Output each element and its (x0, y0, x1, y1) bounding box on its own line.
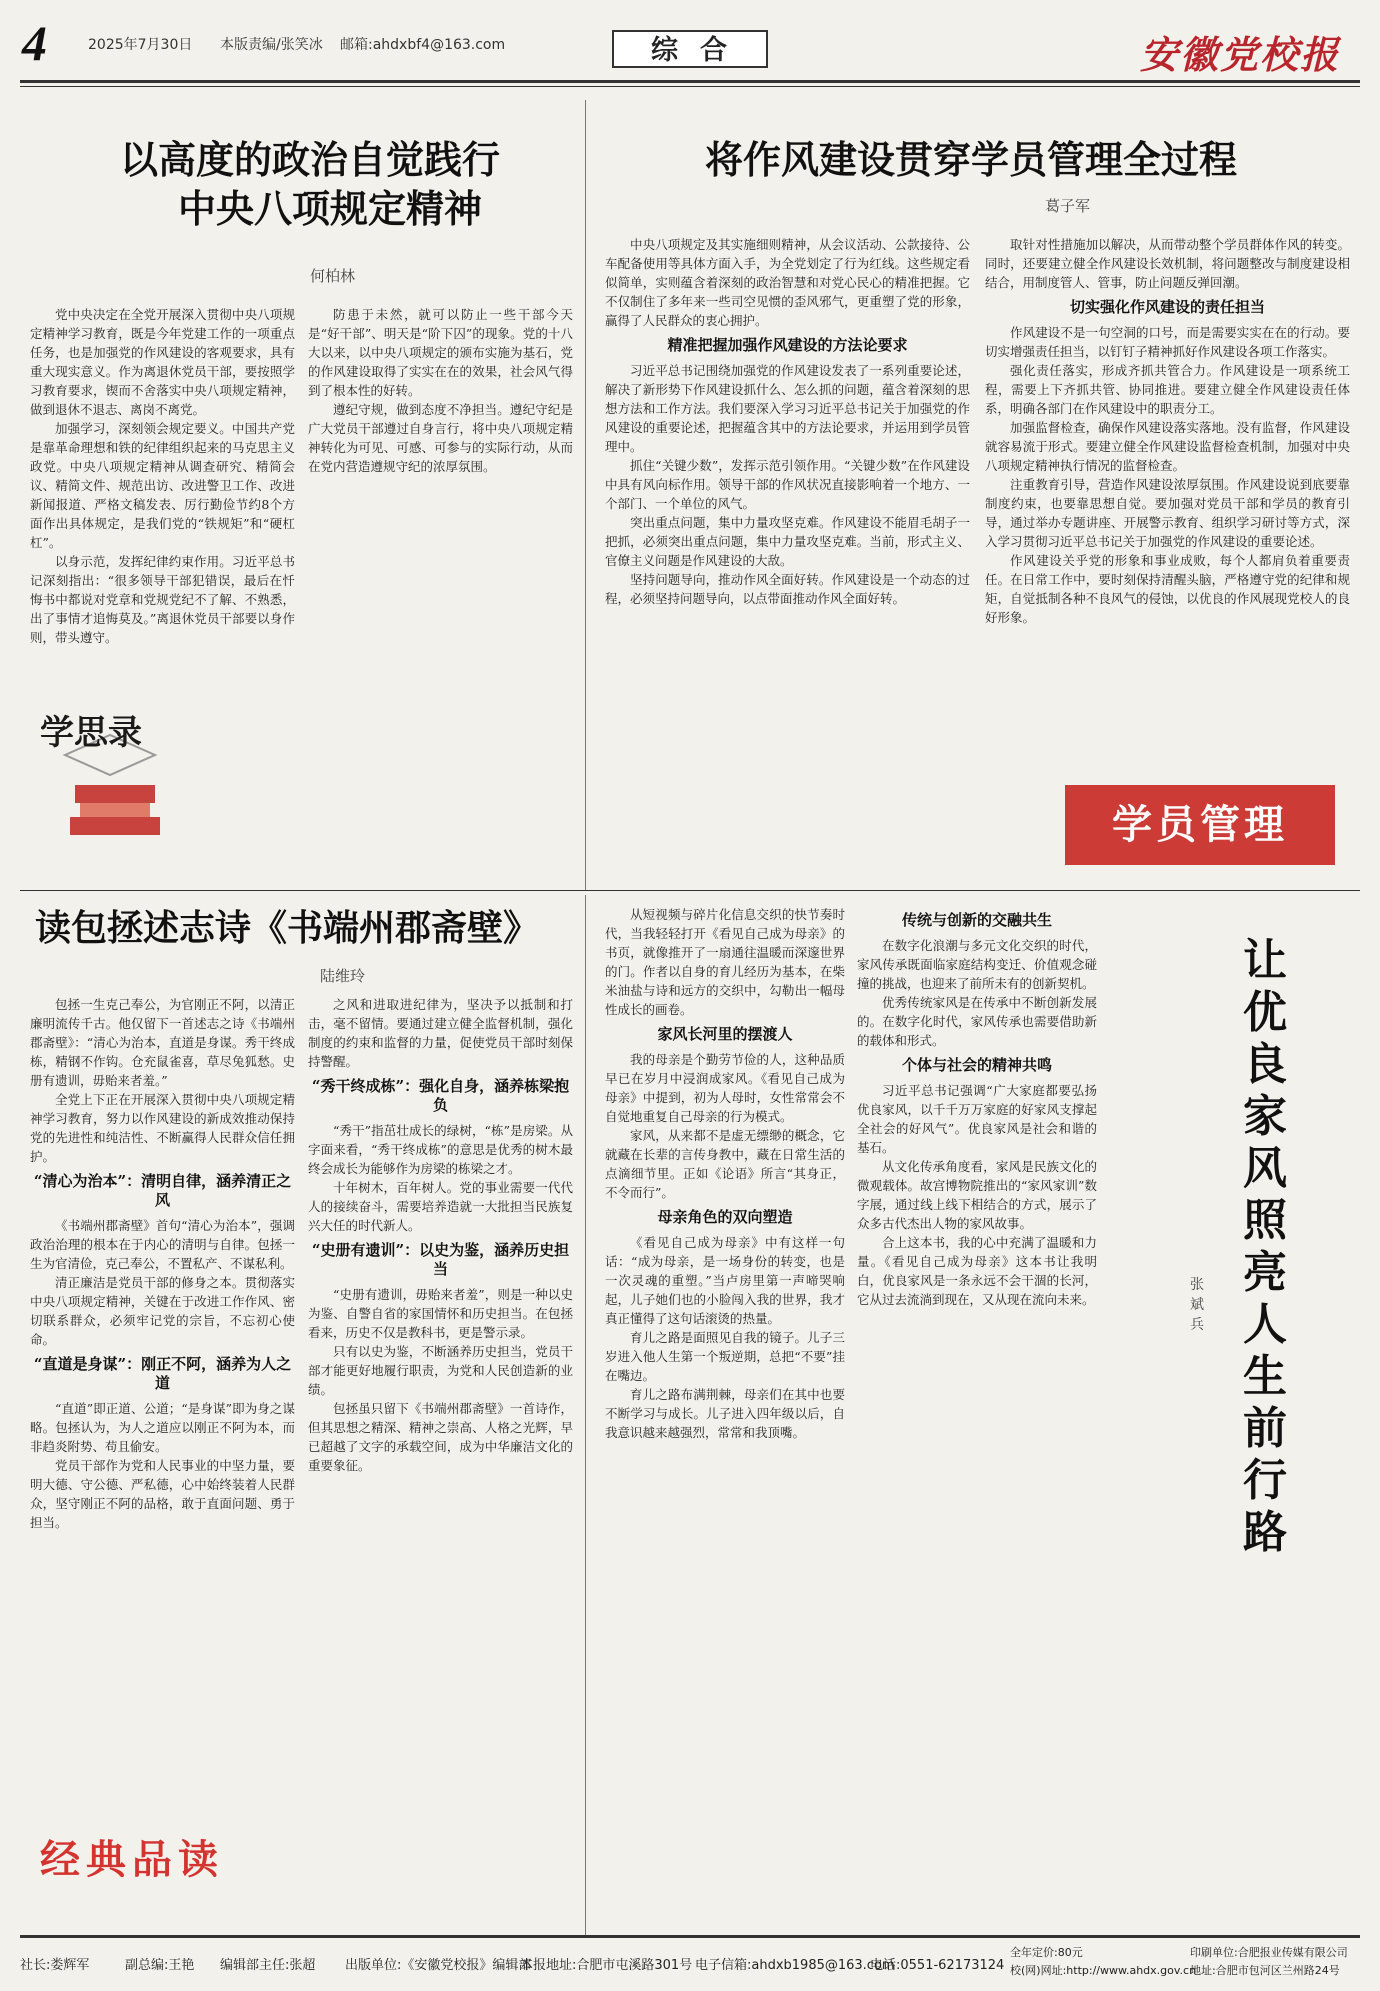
article-family-tradition (595, 895, 1360, 1935)
paragraph: 习近平总书记围绕加强党的作风建设发表了一系列重要论述，解决了新形势下作风建设抓什么、怎么抓的问题，蕴含着深刻的思想方法和工作方法。我们要深入学习习近平总书记关于加强党的作风建设的重要论述，把握蕴含其中的方法论要求，并运用到学员管理中。 (605, 363, 970, 454)
paragraph: 从短视频与碎片化信息交织的快节奏时代，当我轻轻打开《看见自己成为母亲》的书页，就像推开了一扇通往温暖而深邃世界的门。作者以自身的育儿经历为基本，在柴米油盐与诗和远方的交织中，勾勒出一幅母性成长的画卷。 (605, 907, 845, 1017)
page-footer (0, 1940, 1380, 1991)
paragraph: 强化责任落实，形成齐抓共管合力。作风建设是一项系统工程，需要上下齐抓共管、协同推进。要建立健全作风建设责任体系，明确各部门在作风建设中的职责分工。 (985, 363, 1350, 416)
article-title (100, 135, 520, 234)
paragraph: 只有以史为鉴，不断涵养历史担当，党员干部才能更好地履行职责，为党和人民创造新的业绩。 (308, 1344, 573, 1397)
paragraph: 合上这本书，我的心中充满了温暖和力量。《看见自己成为母亲》这本书让我明白，优良家风是一条永远不会干涸的长河，它从过去流淌到现在，又从现在流向未来。 (857, 1235, 1097, 1307)
paragraph: 优秀传统家风是在传承中不断创新发展的。在数字化时代，家风传承也需要借助新的载体和形式。 (857, 995, 1097, 1048)
footer-website: 校(网)网址:http://www.ahdx.gov.cn (1010, 1964, 1197, 1977)
article-body-col2 (857, 905, 1097, 1925)
paragraph: 抓住“关键少数”，发挥示范引领作用。“关键少数”在作风建设中具有风向标作用。领导干部的作风状况直接影响着一个地方、一个部门、一个单位的风气。 (605, 458, 970, 511)
article-author: 葛子军 (1045, 197, 1091, 215)
footer-printer-address: 地址:合肥市包河区兰州路24号 (1190, 1964, 1340, 1977)
paragraph: 遵纪守规，做到态度不净担当。遵纪守纪是广大党员干部遵过自身言行，将中央八项规定精神转化为可见、可感、可参与的实际行动，从而在党内营造遵规守纪的浓厚氛围。 (308, 402, 573, 474)
column-logo-jingdianpindu (40, 1800, 280, 1920)
footer-address: 本报地址:合肥市屯溪路301号 (520, 1958, 693, 1973)
column-tag: 经典品读 (40, 1837, 224, 1883)
column-divider (585, 100, 586, 890)
paragraph: 中央八项规定及其实施细则精神，从会议活动、公款接待、公车配备使用等具体方面入手，为全党划定了行为红线。这些规定看似简单，实则蕴含着深刻的政治智慧和对党心民心的精准把握。它不仅制住了多年来一些司空见惯的歪风邪气，更重塑了党的形象，赢得了人民群众的衷心拥护。 (605, 237, 970, 328)
paragraph: 全党上下正在开展深入贯彻中央八项规定精神学习教育，努力以作风建设的新成效推动保持党的先进性和纯洁性、不断赢得人民群众信任拥护。 (30, 1092, 295, 1164)
paragraph: 注重教育引导，营造作风建设浓厚氛围。作风建设说到底要靠制度约束，也要靠思想自觉。要加强对党员干部和学员的教育引导，通过举办专题讲座、开展警示教育、组织学习研讨等方式，深入学习贯彻习近平总书记关于加强党的作风建设的重要论述。 (985, 477, 1350, 549)
paragraph: 加强监督检查，确保作风建设落实落地。没有监督，作风建设就容易流于形式。要建立健全作风建设监督检查机制，加强对中央八项规定精神执行情况的监督检查。 (985, 420, 1350, 473)
paragraph: 习近平总书记强调“广大家庭都要弘扬优良家风，以千千万万家庭的好家风支撑起全社会的好风气”。优良家风是社会和谐的基石。 (857, 1083, 1097, 1155)
paragraph: 包拯虽只留下《书端州郡斋壁》一首诗作，但其思想之精深、精神之崇高、人格之光辉，早已超越了文字的承载空间，成为中华廉洁文化的重要象征。 (308, 1401, 573, 1473)
header-rule-thin (20, 86, 1360, 87)
paragraph: 党员干部作为党和人民事业的中坚力量，要明大德、守公德、严私德，心中始终装着人民群众，坚守刚正不阿的品格，敢于直面问题、勇于担当。 (30, 1458, 295, 1530)
paragraph: 党中央决定在全党开展深入贯彻中央八项规定精神学习教育，既是今年党建工作的一项重点任务，也是加强党的作风建设的客观要求，具有重大现实意义。作为离退休党员干部，要按照学习教育要求，锲而不舍落实中央八项规定精神，做到退休不退志、离岗不离党。 (30, 307, 295, 417)
paragraph: 在数字化浪潮与多元文化交织的时代，家风传承既面临家庭结构变迁、价值观念碰撞的挑战，也迎来了前所未有的创新契机。 (857, 938, 1097, 991)
article-body-col2 (985, 235, 1350, 705)
footer-editorial-director: 编辑部主任:张超 (220, 1958, 316, 1973)
paragraph: 家风，从来都不是虚无缥缈的概念，它就藏在长辈的言传身教中，藏在日常生活的点滴细节里。正如《论语》所言“其身正，不令而行”。 (605, 1128, 845, 1200)
subheading: 传统与创新的交融共生 (901, 911, 1052, 929)
section-title: 综合 (612, 30, 768, 68)
paragraph: 《书端州郡斋壁》首句“清心为治本”，强调政治治理的根本在于内心的清明与自律。包拯一生为官清俭，克己奉公，不置私产、不谋私利。 (30, 1218, 295, 1271)
footer-deputy-editor: 副总编:王艳 (125, 1958, 195, 1973)
title-line-1: 以高度的政治自觉践行 (119, 137, 500, 182)
page-number: 4 (22, 15, 47, 71)
page-header (0, 0, 1380, 80)
article-title: 读包拯述志诗《书端州郡斋壁》 (35, 907, 540, 949)
subheading: 个体与社会的精神共鸣 (901, 1056, 1052, 1074)
subheading: “秀干终成栋”：强化自身，涵养栋梁抱负 (311, 1077, 570, 1114)
article-baozheng-poem (20, 895, 580, 1935)
footer-rule (20, 1935, 1360, 1938)
footer-publisher: 社长:娄辉军 (20, 1958, 90, 1973)
paragraph: 育儿之路布满荆棘，母亲们在其中也要不断学习与成长。儿子进入四年级以后，自我意识越来越强烈，常常和我顶嘴。 (605, 1387, 845, 1440)
paragraph: 加强学习，深刻领会规定要义。中国共产党是靠革命理想和铁的纪律组织起来的马克思主义政党。中央八项规定精神从调查研究、精简会议、精简文件、规范出访、改进警卫工作、改进新闻报道、严格文稿发表、厉行勤俭节约8个方面作出具体规定，是我们党的“铁规矩”和“硬杠杠”。 (30, 421, 295, 550)
header-rule (20, 80, 1360, 83)
subheading: 精准把握加强作风建设的方法论要求 (667, 336, 908, 354)
paragraph: 突出重点问题，集中力量攻坚克难。作风建设不能眉毛胡子一把抓，必须突出重点问题，集中力量攻坚克难。当前，形式主义、官僚主义问题是作风建设的大敌。 (605, 515, 970, 568)
footer-phone: 电话:0551-62173124 (870, 1958, 1005, 1973)
paragraph: “史册有遗训，毋贻来者羞”，则是一种以史为鉴、自警自省的家国情怀和历史担当。在包拯看来，历史不仅是教科书，更是警示录。 (308, 1287, 573, 1340)
footer-price: 全年定价:80元 (1010, 1946, 1083, 1959)
paragraph: 作风建设不是一句空洞的口号，而是需要实实在在的行动。要切实增强责任担当，以钉钉子精神抓好作风建设各项工作落实。 (985, 325, 1350, 359)
title-line-2: 中央八项规定精神 (177, 186, 482, 232)
issue-date: 2025年7月30日 (88, 37, 193, 53)
column-tag: 学员管理 (1112, 802, 1288, 848)
subheading: 家风长河里的摆渡人 (657, 1025, 793, 1043)
column-tag: 学思录 (40, 713, 142, 753)
paragraph: 坚持问题导向，推动作风全面好转。作风建设是一个动态的过程，必须坚持问题导向，以点带面推动作风全面好转。 (605, 572, 970, 606)
subheading: “直道是身谋”：刚正不阿，涵养为人之道 (33, 1355, 292, 1392)
column-logo-xueyuanguanli (1065, 785, 1335, 865)
paragraph: 防患于未然，就可以防止一些干部今天是“好干部”、明天是“阶下囚”的现象。党的十八大以来，以中央八项规定的颁布实施为基石，党的作风建设取得了实实在在的效果，社会风气得到了根本性的好转。 (308, 307, 573, 398)
article-title: 将作风建设贯穿学员管理全过程 (705, 137, 1238, 182)
article-body-col2 (308, 305, 573, 865)
article-political-awareness (20, 95, 580, 885)
footer-publishing-unit: 出版单位:《安徽党校报》编辑部 (345, 1958, 532, 1973)
paragraph: 取针对性措施加以解决，从而带动整个学员群体作风的转变。同时，还要建立健全作风建设长效机制，将问题整改与制度建设相结合，用制度管人、管事，防止问题反弹回潮。 (985, 237, 1350, 290)
paragraph: 包拯一生克己奉公，为官刚正不阿，以清正廉明流传千古。他仅留下一首述志之诗《书端州郡斋壁》：“清心为治本，直道是身谋。秀干终成栋，精钢不作钩。仓充鼠雀喜，草尽兔狐愁。史册有遗训，毋贻来者羞。” (30, 997, 295, 1088)
paragraph: “直道”即正道、公道；“是身谋”即为身之谋略。包拯认为，为人之道应以刚正不阿为本，而非趋炎附势、苟且偷安。 (30, 1401, 295, 1454)
paragraph: 以身示范，发挥纪律约束作用。习近平总书记深刻指出：“很多领导干部犯错误，最后在忏悔书中都说对党章和党规党纪不了解、不熟悉，出了事情才追悔莫及。”离退休党员干部要以身作则，带头遵守。 (30, 554, 295, 645)
paragraph: 我的母亲是个勤劳节俭的人，这种品质早已在岁月中浸润成家风。《看见自己成为母亲》中提到，初为人母时，女性常常会不自觉地重复自己母亲的行为模式。 (605, 1052, 845, 1124)
article-body-col1 (30, 305, 295, 685)
page-email: 邮箱:ahdxbf4@163.com (340, 37, 506, 53)
paragraph: 育儿之路是面照见自我的镜子。儿子三岁进入他人生第一个叛逆期，总把“不要”挂在嘴边。 (605, 1330, 845, 1383)
article-author: 何柏林 (310, 267, 356, 285)
paragraph: 清正廉洁是党员干部的修身之本。贯彻落实中央八项规定精神，关键在于改进工作作风、密切联系群众，必须牢记党的宗旨，不忘初心使命。 (30, 1275, 295, 1347)
section-rule (20, 890, 1360, 891)
column-logo-xuesilu (35, 695, 185, 865)
article-author: 陆维玲 (320, 967, 366, 985)
paragraph: 从文化传承角度看，家风是民族文化的微观载体。故宫博物院推出的“家风家训”数字展，通过线上线下相结合的方式，展示了众多古代杰出人物的家风故事。 (857, 1159, 1097, 1231)
page-editor: 本版责编/张笑冰 (220, 37, 323, 53)
subheading: “清心为治本”：清明自律，涵养清正之风 (33, 1172, 292, 1209)
subheading: “史册有遗训”：以史为鉴，涵养历史担当 (311, 1241, 570, 1278)
paragraph: 之风和进取进纪律为，坚决予以抵制和打击，毫不留情。要通过建立健全监督机制，强化制度的约束和监督的力量，促使党员干部时刻保持警醒。 (308, 997, 573, 1069)
newspaper-masthead: 安徽党校报 (1139, 32, 1340, 77)
subheading: 切实强化作风建设的责任担当 (1069, 298, 1265, 316)
article-author: 张斌兵 (1190, 1277, 1204, 1333)
paragraph: 作风建设关乎党的形象和事业成败，每个人都肩负着重要责任。在日常工作中，要时刻保持清醒头脑，严格遵守党的纪律和规矩，自觉抵制各种不良风气的侵蚀，以优良的作风展现党校人的良好形象。 (985, 553, 1350, 625)
article-style-management (595, 95, 1360, 885)
article-body-col2 (308, 995, 573, 1925)
article-body-col1 (605, 905, 845, 1925)
footer-email: 电子信箱:ahdxb1985@163.com (695, 1958, 895, 1973)
footer-printer: 印刷单位:合肥报业传媒有限公司 (1190, 1946, 1348, 1959)
paragraph: 《看见自己成为母亲》中有这样一句话：“成为母亲，是一场身份的转变，也是一次灵魂的重塑。”当卢房里第一声啼哭响起，儿子她们也的小脸闯入我的世界，我才真正懂得了这句话滚烫的热量。 (605, 1235, 845, 1326)
subheading: 母亲角色的双向塑造 (657, 1208, 793, 1226)
paragraph: “秀干”指茁壮成长的绿树，“栋”是房梁。从字面来看，“秀干终成栋”的意思是优秀的树木最终会成长为能够作为房梁的栋梁之才。 (308, 1123, 573, 1176)
column-divider (585, 895, 586, 1935)
article-body-col1 (605, 235, 970, 875)
paragraph: 十年树木，百年树人。党的事业需要一代代人的接续奋斗，需要培养造就一大批担当民族复兴大任的时代新人。 (308, 1180, 573, 1233)
article-body-col1 (30, 995, 295, 1775)
article-title-vertical: 让优良家风照亮人生前行路 (1243, 935, 1287, 1558)
